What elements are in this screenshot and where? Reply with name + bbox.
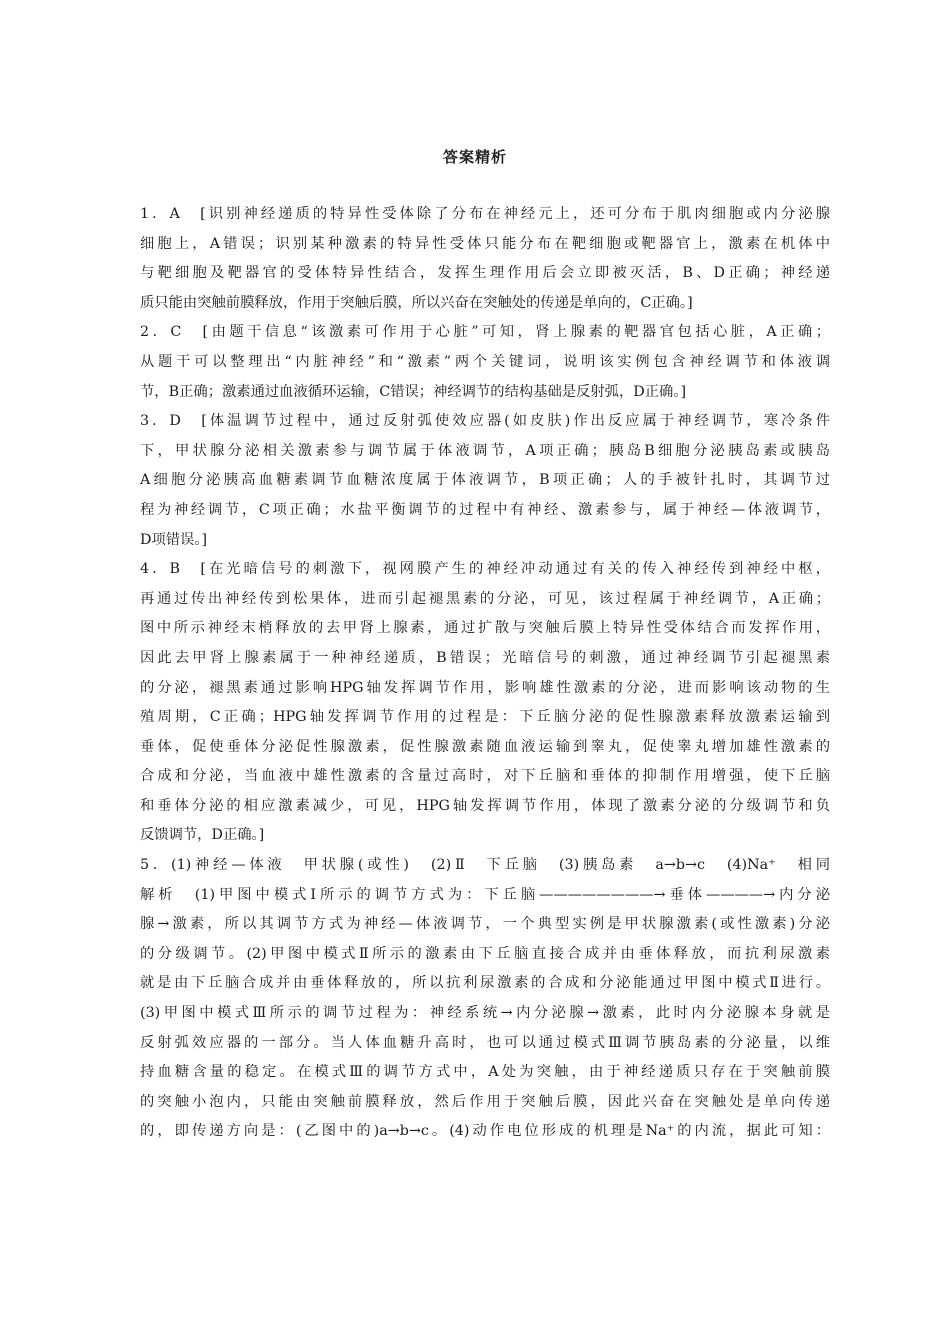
text-line: 1．A [识别神经递质的特异性受体除了分布在神经元上，还可分布于肌肉细胞或内分泌腺 (140, 206, 830, 222)
text-line: 解析 (1)甲图中模式Ⅰ所示的调节方式为：下丘脑————————→垂体————→内分泌 (140, 886, 830, 903)
text-line: (3)甲图中模式Ⅲ所示的调节过程为：神经系统→内分泌腺→激素，此时内分泌腺本身就是 (140, 1005, 830, 1022)
text-line: 与靶细胞及靶器官的受体特异性结合，发挥生理作用后会立即被灭活，B、D正确；神经递 (140, 265, 830, 282)
text-line: 持血糖含量的稳定。在模式Ⅲ的调节方式中，A处为突触，由于神经递质只存在于突触前膜 (140, 1064, 830, 1081)
text-line: 就是由下丘脑合成并由垂体释放的，所以抗利尿激素的合成和分泌能通过甲图中模式Ⅱ进行。 (140, 975, 830, 992)
text-line: 反射弧效应器的一部分。当人体血糖升高时，也可以通过模式Ⅲ调节胰岛素的分泌量，以维 (140, 1034, 830, 1051)
text-line: 节，B正确；激素通过血液循环运输，C错误；神经调节的结构基础是反射弧，D正确。] (140, 383, 687, 400)
text-line: 的分级调节。(2)甲图中模式Ⅱ所示的激素由下丘脑直接合成并由垂体释放，而抗利尿激素 (140, 945, 830, 962)
text-line: 程为神经调节，C项正确；水盐平衡调节的过程中有神经、激素参与，属于神经—体液调节， (140, 501, 830, 518)
text-line: 因此去甲肾上腺素属于一种神经递质，B错误；光暗信号的刺激，通过神经调节引起褪黑素 (140, 649, 830, 666)
answer-text-body (140, 200, 830, 1147)
text-line: D项错误。] (140, 531, 208, 548)
text-line: A细胞分泌胰高血糖素调节血糖浓度属于体液调节，B项正确；人的手被针扎时，其调节过 (140, 472, 830, 489)
text-line: 图中所示神经末梢释放的去甲肾上腺素，通过扩散与突触后膜上特异性受体结合而发挥作用， (140, 620, 830, 637)
text-line: 反馈调节，D正确。] (140, 827, 265, 844)
text-line: 垂体，促使垂体分泌促性腺激素，促性腺激素随血液运输到睾丸，促使睾丸增加雄性激素的 (140, 738, 830, 755)
text-line: 的突触小泡内，只能由突触前膜释放，然后作用于突触后膜，因此兴奋在突触处是单向传递 (140, 1093, 830, 1110)
text-line: 再通过传出神经传到松果体，进而引起褪黑素的分泌，可见，该过程属于神经调节，A正确； (140, 590, 830, 607)
text-line: 的，即传递方向是：(乙图中的)a→b→c。(4)动作电位形成的机理是Na⁺的内流，据此可知： (140, 1123, 830, 1140)
text-line: 下，甲状腺分泌相关激素参与调节属于体液调节，A项正确；胰岛B细胞分泌胰岛素或胰岛 (140, 442, 830, 459)
text-line: 2．C [由题干信息“该激素可作用于心脏”可知，肾上腺素的靶器官包括心脏，A正确； (140, 324, 830, 341)
text-line: 5．(1)神经—体液 甲状腺(或性) (2)Ⅱ 下丘脑 (3)胰岛素 a→b→c (4)Na⁺ 相同 (140, 857, 830, 874)
text-line: 3．D [体温调节过程中，通过反射弧使效应器(如皮肤)作出反应属于神经调节，寒冷条件 (140, 413, 830, 430)
page-title: 答案精析 (442, 148, 507, 166)
text-line: 从题干可以整理出“内脏神经”和“激素”两个关键词，说明该实例包含神经调节和体液调 (140, 353, 830, 370)
text-line: 和垂体分泌的相应激素减少，可见，HPG轴发挥调节作用，体现了激素分泌的分级调节和负 (140, 797, 830, 814)
text-line: 殖周期，C正确；HPG轴发挥调节作用的过程是：下丘脑分泌的促性腺激素释放激素运输到 (140, 709, 830, 726)
text-line: 4．B [在光暗信号的刺激下，视网膜产生的神经冲动通过有关的传入神经传到神经中枢， (140, 561, 830, 578)
text-line: 合成和分泌，当血液中雄性激素的含量过高时，对下丘脑和垂体的抑制作用增强，使下丘脑 (140, 768, 830, 785)
text-line: 腺→激素，所以其调节方式为神经—体液调节，一个典型实例是甲状腺激素(或性激素)分泌 (140, 916, 830, 933)
text-line: 的分泌，褪黑素通过影响HPG轴发挥调节作用，影响雄性激素的分泌，进而影响该动物的生 (140, 679, 830, 696)
text-line: 质只能由突触前膜释放，作用于突触后膜，所以兴奋在突触处的传递是单向的，C正确。] (140, 294, 693, 311)
text-line: 细胞上，A错误；识别某种激素的特异性受体只能分布在靶细胞或靶器官上，激素在机体中 (140, 235, 830, 252)
